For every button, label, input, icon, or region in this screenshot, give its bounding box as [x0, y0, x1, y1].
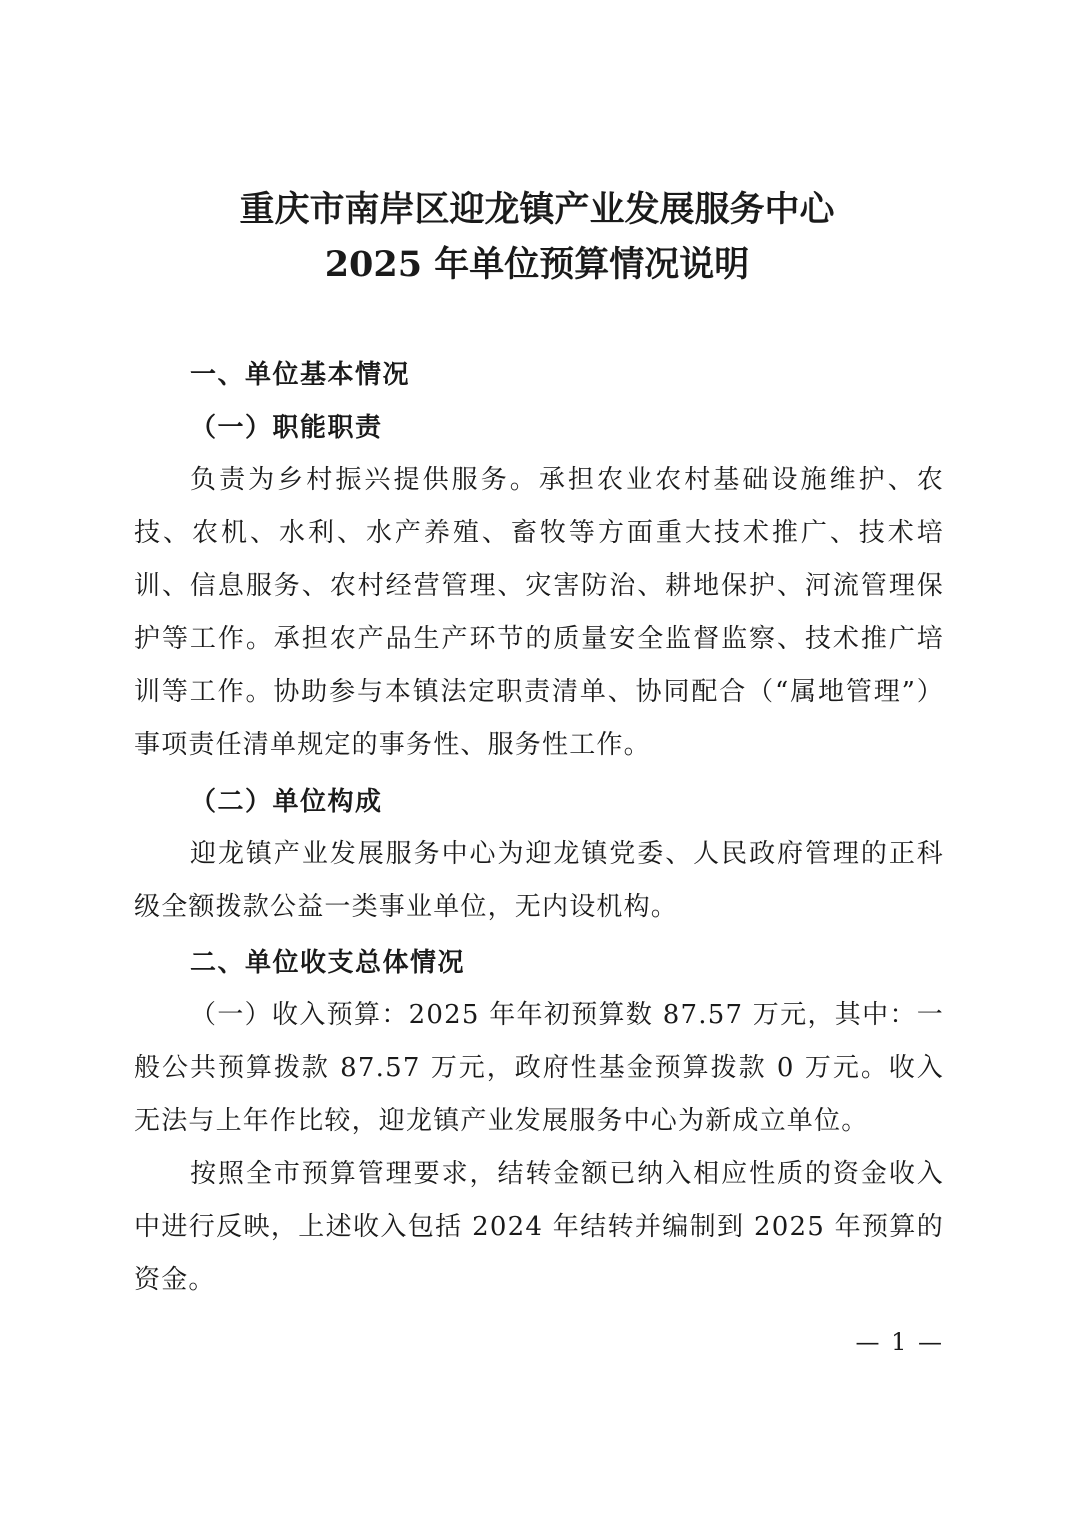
page-number: — 1 — [855, 1328, 944, 1356]
section1-subheading-duties: （一）职能职责 [190, 413, 383, 443]
section1-composition-paragraph: 迎龙镇产业发展服务中心为迎龙镇党委、人民政府管理的正科级全额拨款公益一类事业单位，无内设机构。 [134, 839, 944, 922]
section2-heading: 二、单位收支总体情况 [190, 948, 466, 978]
section1-heading: 一、单位基本情况 [190, 360, 411, 390]
section2-income-paragraph: （一）收入预算：2025 年年初预算数 87.57 万元，其中：一般公共预算拨款 87.57 万元，政府性基金预算拨款 0 万元。收入无法与上年作比较，迎龙镇产业发展服务中心为新成立单位。 [134, 1000, 944, 1136]
section1-duties-paragraph: 负责为乡村振兴提供服务。承担农业农村基础设施维护、农技、农机、水利、水产养殖、畜牧等方面重大技术推广、技术培训、信息服务、农村经营管理、灾害防治、耕地保护、河流管理保护等工作。承担农产品生产环节的质量安全监督监察、技术推广培训等工作。协助参与本镇法定职责清单、协同配合（“属地管理”）事项责任清单规定的事务性、服务性工作。 [134, 465, 944, 760]
section2-carryover-paragraph: 按照全市预算管理要求，结转金额已纳入相应性质的资金收入中进行反映，上述收入包括 2024 年结转并编制到 2025 年预算的资金。 [134, 1159, 944, 1295]
document-title-line2: 2025 年单位预算情况说明 [324, 244, 750, 285]
document-title-line1: 重庆市南岸区迎龙镇产业发展服务中心 [239, 189, 835, 230]
section1-subheading-composition: （二）单位构成 [190, 787, 383, 817]
